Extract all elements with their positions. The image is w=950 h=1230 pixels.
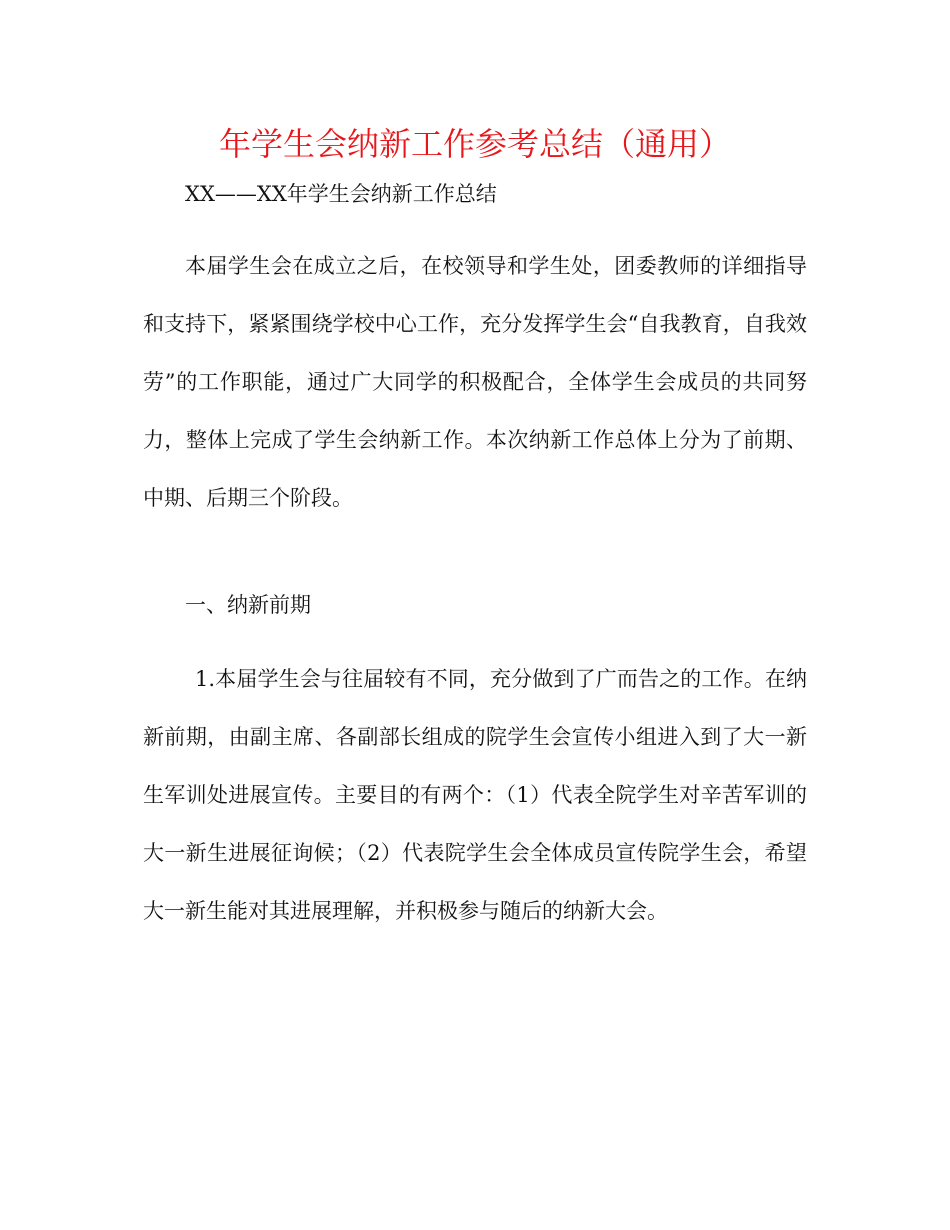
- paragraph-intro: 本届学生会在成立之后，在校领导和学生处，团委教师的详细指导和支持下，紧紧围绕学校中心工作，充分发挥学生会“自我教育，自我效劳”的工作职能，通过广大同学的积极配合，全体学生会成员的共同努力，整体上完成了学生会纳新工作。本次纳新工作总体上分为了前期、中期、后期三个阶段。: [143, 254, 807, 510]
- paragraph-section-1-item-1: 1.本届学生会与往届较有不同，充分做到了广而告之的工作。在纳新前期，由副主席、各副部长组成的院学生会宣传小组进入到了大一新生军训处进展宣传。主要目的有两个：（1）代表全院学生对辛苦军训的大一新生进展征询候；（2）代表院学生会全体成员宣传院学生会，希望大一新生能对其进展理解，并积极参与随后的纳新大会。: [143, 667, 807, 923]
- section-heading-1: 一、纳新前期: [185, 593, 311, 617]
- document-title: 年学生会纳新工作参考总结（通用）: [218, 125, 731, 163]
- document-subtitle: XX——XX年学生会纳新工作总结: [185, 182, 497, 206]
